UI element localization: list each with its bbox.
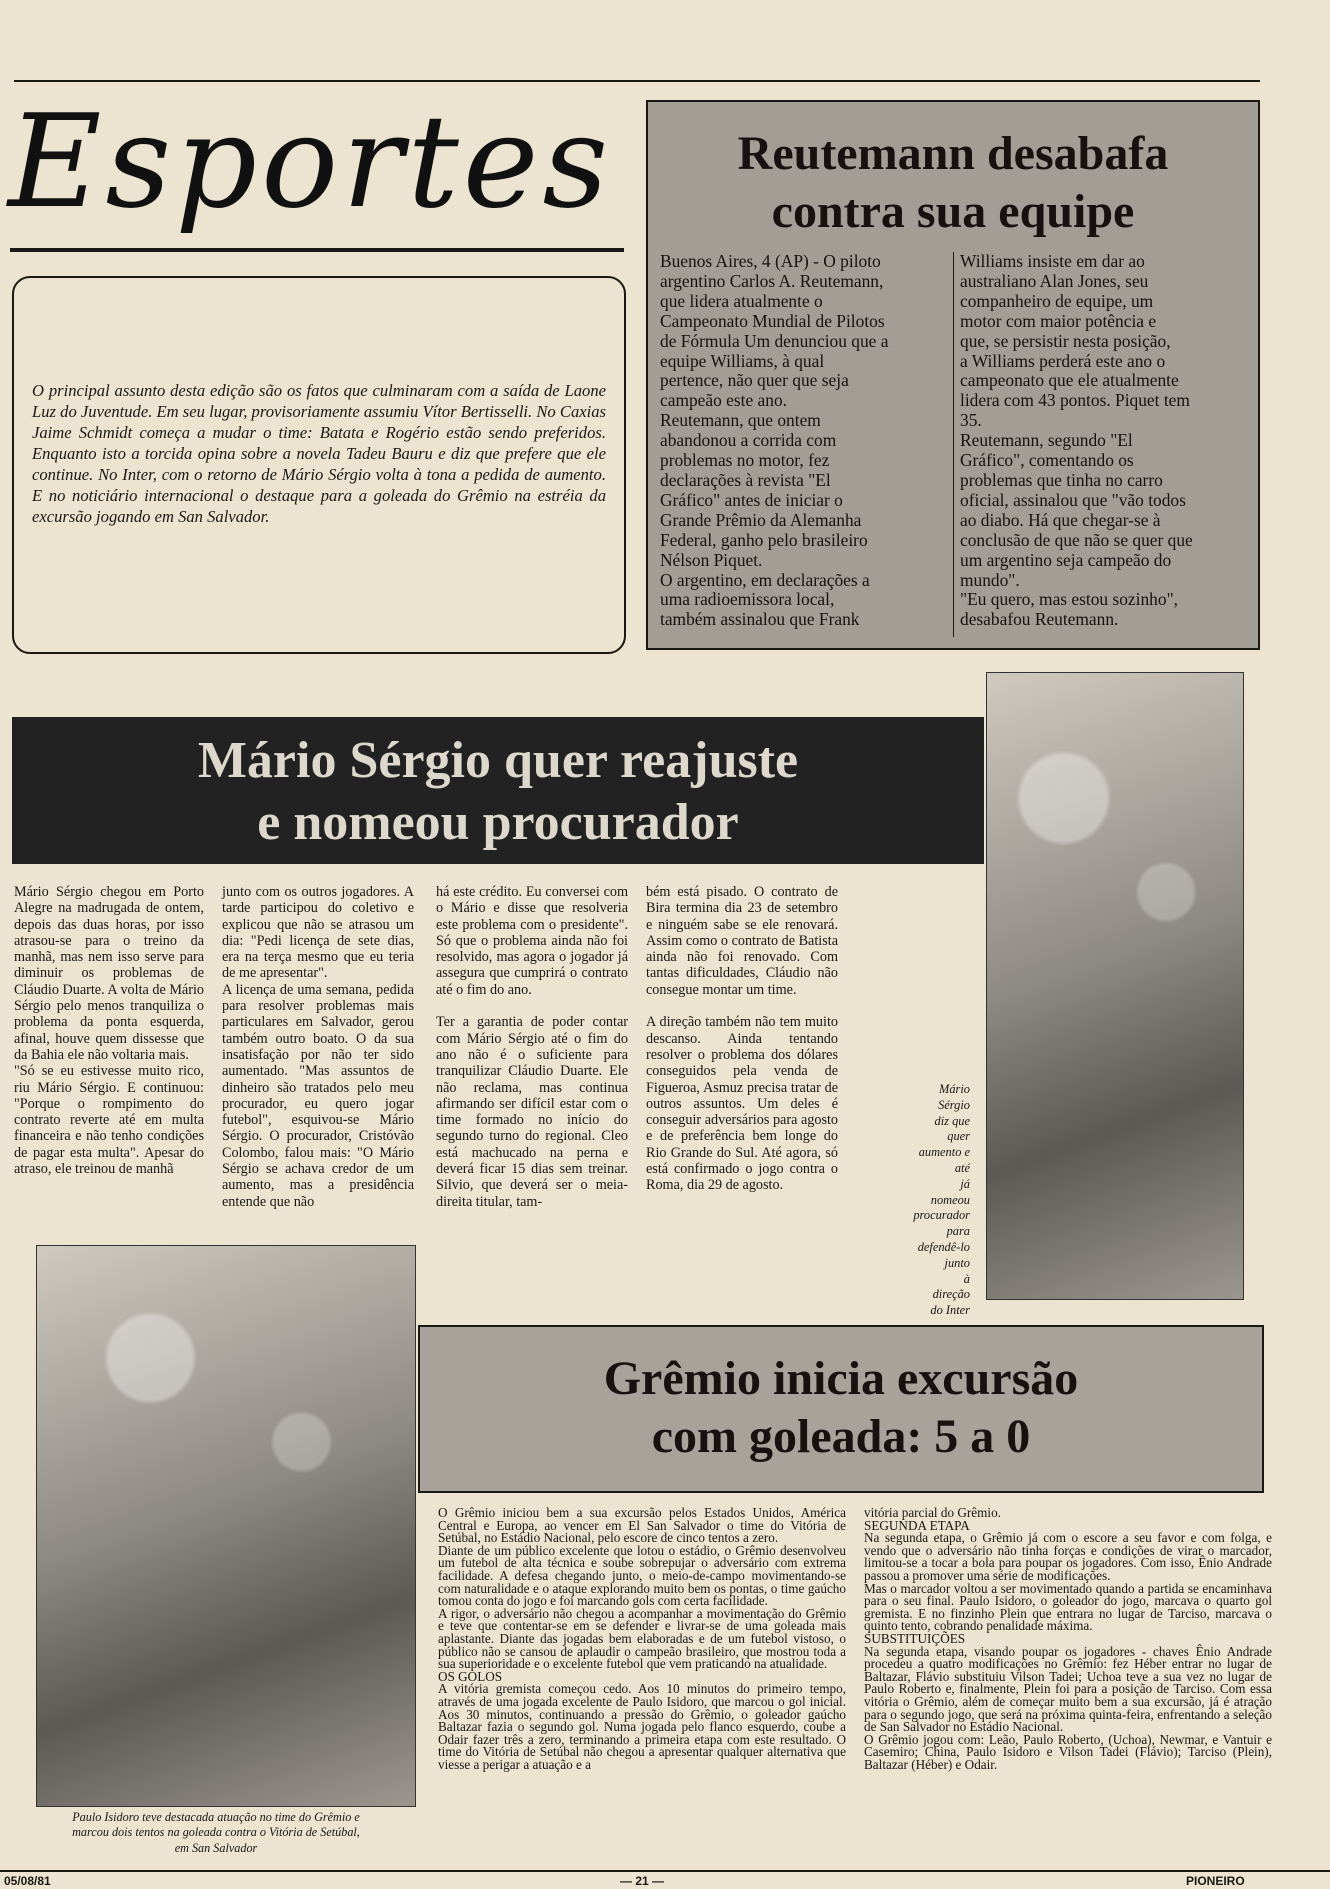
reutemann-column-2: Williams insiste em dar ao australiano Alan Jones, seu companheiro de equipe, um motor com maior potência e que, se persistir nesta posição, a Williams perderá este ano o campeonato que ele atualmente lidera com 43 pontos. Piquet tem 35. Reutemann, segundo "El Gráfico", comentando os problemas que tinha no carro oficial, assinalou que "vão todos ao diabo. Há que chegar-se à conclusão de que não se quer que um argentino seja campeão do mundo". "Eu quero, mas estou sozinho", desabafou Reutemann. (960, 251, 1193, 630)
mario-headline: Mário Sérgio quer reajuste e nomeou procurador (197, 732, 799, 851)
reutemann-column-1: Buenos Aires, 4 (AP) - O piloto argentino Carlos A. Reutemann, que lidera atualmente o Campeonato Mundial de Pilotos de Fórmula Um denunciou que a equipe Williams, à qual pertence, não quer que seja campeão este ano. Reutemann, que ontem abandonou a corrida com problemas no motor, fez declarações à revista "El Gráfico" antes de iniciar o Grande Prêmio da Alemanha Federal, ganho pelo brasileiro Nélson Piquet. O argentino, em declarações a uma radioemissora local, também assinalou que Frank (660, 251, 889, 630)
gremio-column-2: vitória parcial do Grêmio. SEGUNDA ETAPA Na segunda etapa, o Grêmio já com o escore a seu favor e com folga, e vendo que o adversário não tinha forças e condições de virar o marcador, limitou-se a tocar a bola para poupar os jogadores. Com isso, Ênio Andrade passou a promover uma série de modificações. Mas o marcador voltou a ser movimentado quando a partida se encaminhava para o seu final. Paulo Isidoro, o goleador do jogo, marcava o quarto gol gremista. E no finzinho Plein que entrara no lugar de Tarciso, marcava o quinto tento, cobrando penalidade máxima. SUBSTITUIÇÕES Na segunda etapa, visando poupar os jogadores - chaves Ênio Andrade procedeu a quatro modificações no Grêmio: fez Héber entrar no lugar de Baltazar, Flávio substituiu Vilson Tadei; Uchoa teve a sua vez no lugar de Paulo Roberto e, finalmente, Plein foi para a posição de Tarciso. Com essa vitória o Grêmio, além de começar muito bem a sua excursão, já é atração para o segundo jogo, que será na próxima quinta-feira, enfrentando a seleção de San Salvador no Estádio Nacional. O Grêmio jogou com: Leão, Paulo Roberto, (Uchoa), Newmar, e Vantuir e Casemiro; China, Paulo Isidoro e Vilson Tadei (Flávio); Tarciso (Plein), Baltazar (Héber) e Odair. (864, 1505, 1272, 1772)
masthead-underline (10, 248, 624, 252)
isidoro-photo-caption: Paulo Isidoro teve destacada atuação no time do Grêmio e marcou dois tentos na goleada contra o Vitória de Setúbal, em San Salvador (72, 1810, 360, 1855)
reutemann-column-divider (953, 252, 954, 637)
footer-rule (0, 1870, 1330, 1872)
mario-column-1: Mário Sérgio chegou em Porto Alegre na madrugada de ontem, depois das duas horas, por isso atrasou-se para o treino da manhã, mas nem isso serve para diminuir os problemas de Cláudio Duarte. A volta de Mário Sérgio pelo menos tranquiliza o problema da ponta esquerda, afinal, houve quem dissesse que da Bahia ele não voltaria mais. "Só se eu estivesse muito rico, riu Mário Sérgio. E continuou: "Porque o rompimento do contrato reverte até em multa financeira e não tenho condições de pagar esta multa". Apesar do atraso, ele treinou de manhã (14, 884, 204, 1178)
reutemann-headline: Reutemann desabafa contra sua equipe (737, 127, 1169, 238)
top-rule (14, 80, 1260, 82)
footer-page-number: — 21 — (620, 1874, 665, 1888)
mario-photo-caption: Mário Sérgio diz que quer aumento e até já nomeou procurador para defendê-lo junto à direção do Inter (913, 1082, 970, 1318)
mario-column-2: junto com os outros jogadores. A tarde participou do coletivo e explicou que não se atrasou um dia: "Pedi licença de sete dias, era na terça mesmo que eu teria de me apresentar". A licença de uma semana, pedida para resolver problemas mais particulares em Salvador, gerou também outro boato. O da sua insatisfação por não ter sido aumentado. "Mas assuntos de dinheiro são tratados pelo meu procurador, eu quero jogar futebol", esquivou-se Mário Sérgio. O procurador, Cristóvão Colombo, falou mais: "O Mário Sérgio se achava credor de um aumento, mas a presidência entende que não (222, 884, 414, 1210)
footer-paper-name: PIONEIRO (1186, 1874, 1245, 1888)
mario-column-3: há este crédito. Eu conversei com o Mário e disse que resolveria este problema com o presidente". Só que o problema ainda não foi resolvido, mas agora o jogador já assegura que cumprirá o contrato até o fim do ano. Ter a garantia de poder contar com Mário Sérgio até o fim do ano não é o suficiente para tranquilizar Cláudio Duarte. Ele não reclama, mas continua afirmando ser difícil estar com o time formado no início do segundo turno do regional. Cleo está machucado na perna e deverá ficar 15 dias sem treinar. Silvio, que deverá ser o meia-direita titular, tam- (436, 884, 628, 1210)
summary-text: O principal assunto desta edição são os fatos que culminaram com a saída de Laone Luz do Juventude. Em seu lugar, provisoriamente assumiu Vítor Bertisselli. No Caxias Jaime Schmidt começa a mudar o time: Batata e Rogério estão sendo preferidos. Enquanto isto a torcida opina sobre a novela Tadeu Bauru e diz que prefere que ele continue. No Inter, com o retorno de Mário Sérgio volta à tona a pedida de aumento. E no noticiário internacional o destaque para a goleada do Grêmio na estréia da excursão jogando em San Salvador. (32, 381, 606, 526)
paulo-isidoro-photo (36, 1245, 416, 1807)
section-masthead: Esportes (8, 88, 613, 237)
mario-column-4: bém está pisado. O contrato de Bira termina dia 23 de setembro e ninguém sabe se ele renovará. Assim como o contrato de Batista ainda não foi renovado. Com tantas dificuldades, Cláudio não consegue montar um time. A direção também não tem muito descanso. Ainda tentando resolver o problema dos dólares conseguidos pela venda de Figueroa, Asmuz precisa tratar de outros assuntos. Um deles é conseguir adversários para agosto e de preferência bem longe do Rio Grande do Sul. Até agora, só está confirmado o jogo contra o Roma, dia 29 de agosto. (646, 884, 838, 1194)
footer-date: 05/08/81 (4, 1874, 51, 1888)
gremio-column-1: O Grêmio iniciou bem a sua excursão pelos Estados Unidos, América Central e Europa, ao vencer em El San Salvador o time do Vitória de Setúbal, no Estádio Nacional, pelo escore de cinco tentos a zero. Diante de um público excelente que lotou o estádio, o Grêmio desenvolveu um futebol de alta técnica e soube sobrepujar o adversário com extrema facilidade. A defesa chegando junto, o meio-de-campo movimentando-se com naturalidade e o ataque explorando muito bem os pontas, o time gaúcho tomou conta do jogo e foi marcando gols com certa facilidade. A rigor, o adversário não chegou a acompanhar a movimentação do Grêmio e teve que contentar-se em se defender e livrar-se de uma goleada mais aplastante. Diante das jogadas bem elaboradas e de um futebol vistoso, o público não se cansou de aplaudir o campeão brasileiro, que mostrou toda a sua superioridade e o excelente futebol que vem praticando na atualidade. OS GOLOS A vitória gremista começou cedo. Aos 10 minutos do primeiro tempo, através de uma jogada excelente de Paulo Isidoro, que marcou o gol inicial. Aos 30 minutos, continuando a pressão do Grêmio, o goleador gaúcho Baltazar fazia o segundo gol. Numa jogada pelo flanco esquerdo, coube a Odair fazer três a zero, terminando a primeira etapa com este resultado. O time do Vitória de Setúbal não chegou a apresentar qualquer alternativa que viesse a perigar a atuação e a (438, 1505, 846, 1772)
gremio-headline: Grêmio inicia excursão com goleada: 5 a 0 (603, 1352, 1079, 1463)
mario-sergio-photo (986, 672, 1244, 1300)
